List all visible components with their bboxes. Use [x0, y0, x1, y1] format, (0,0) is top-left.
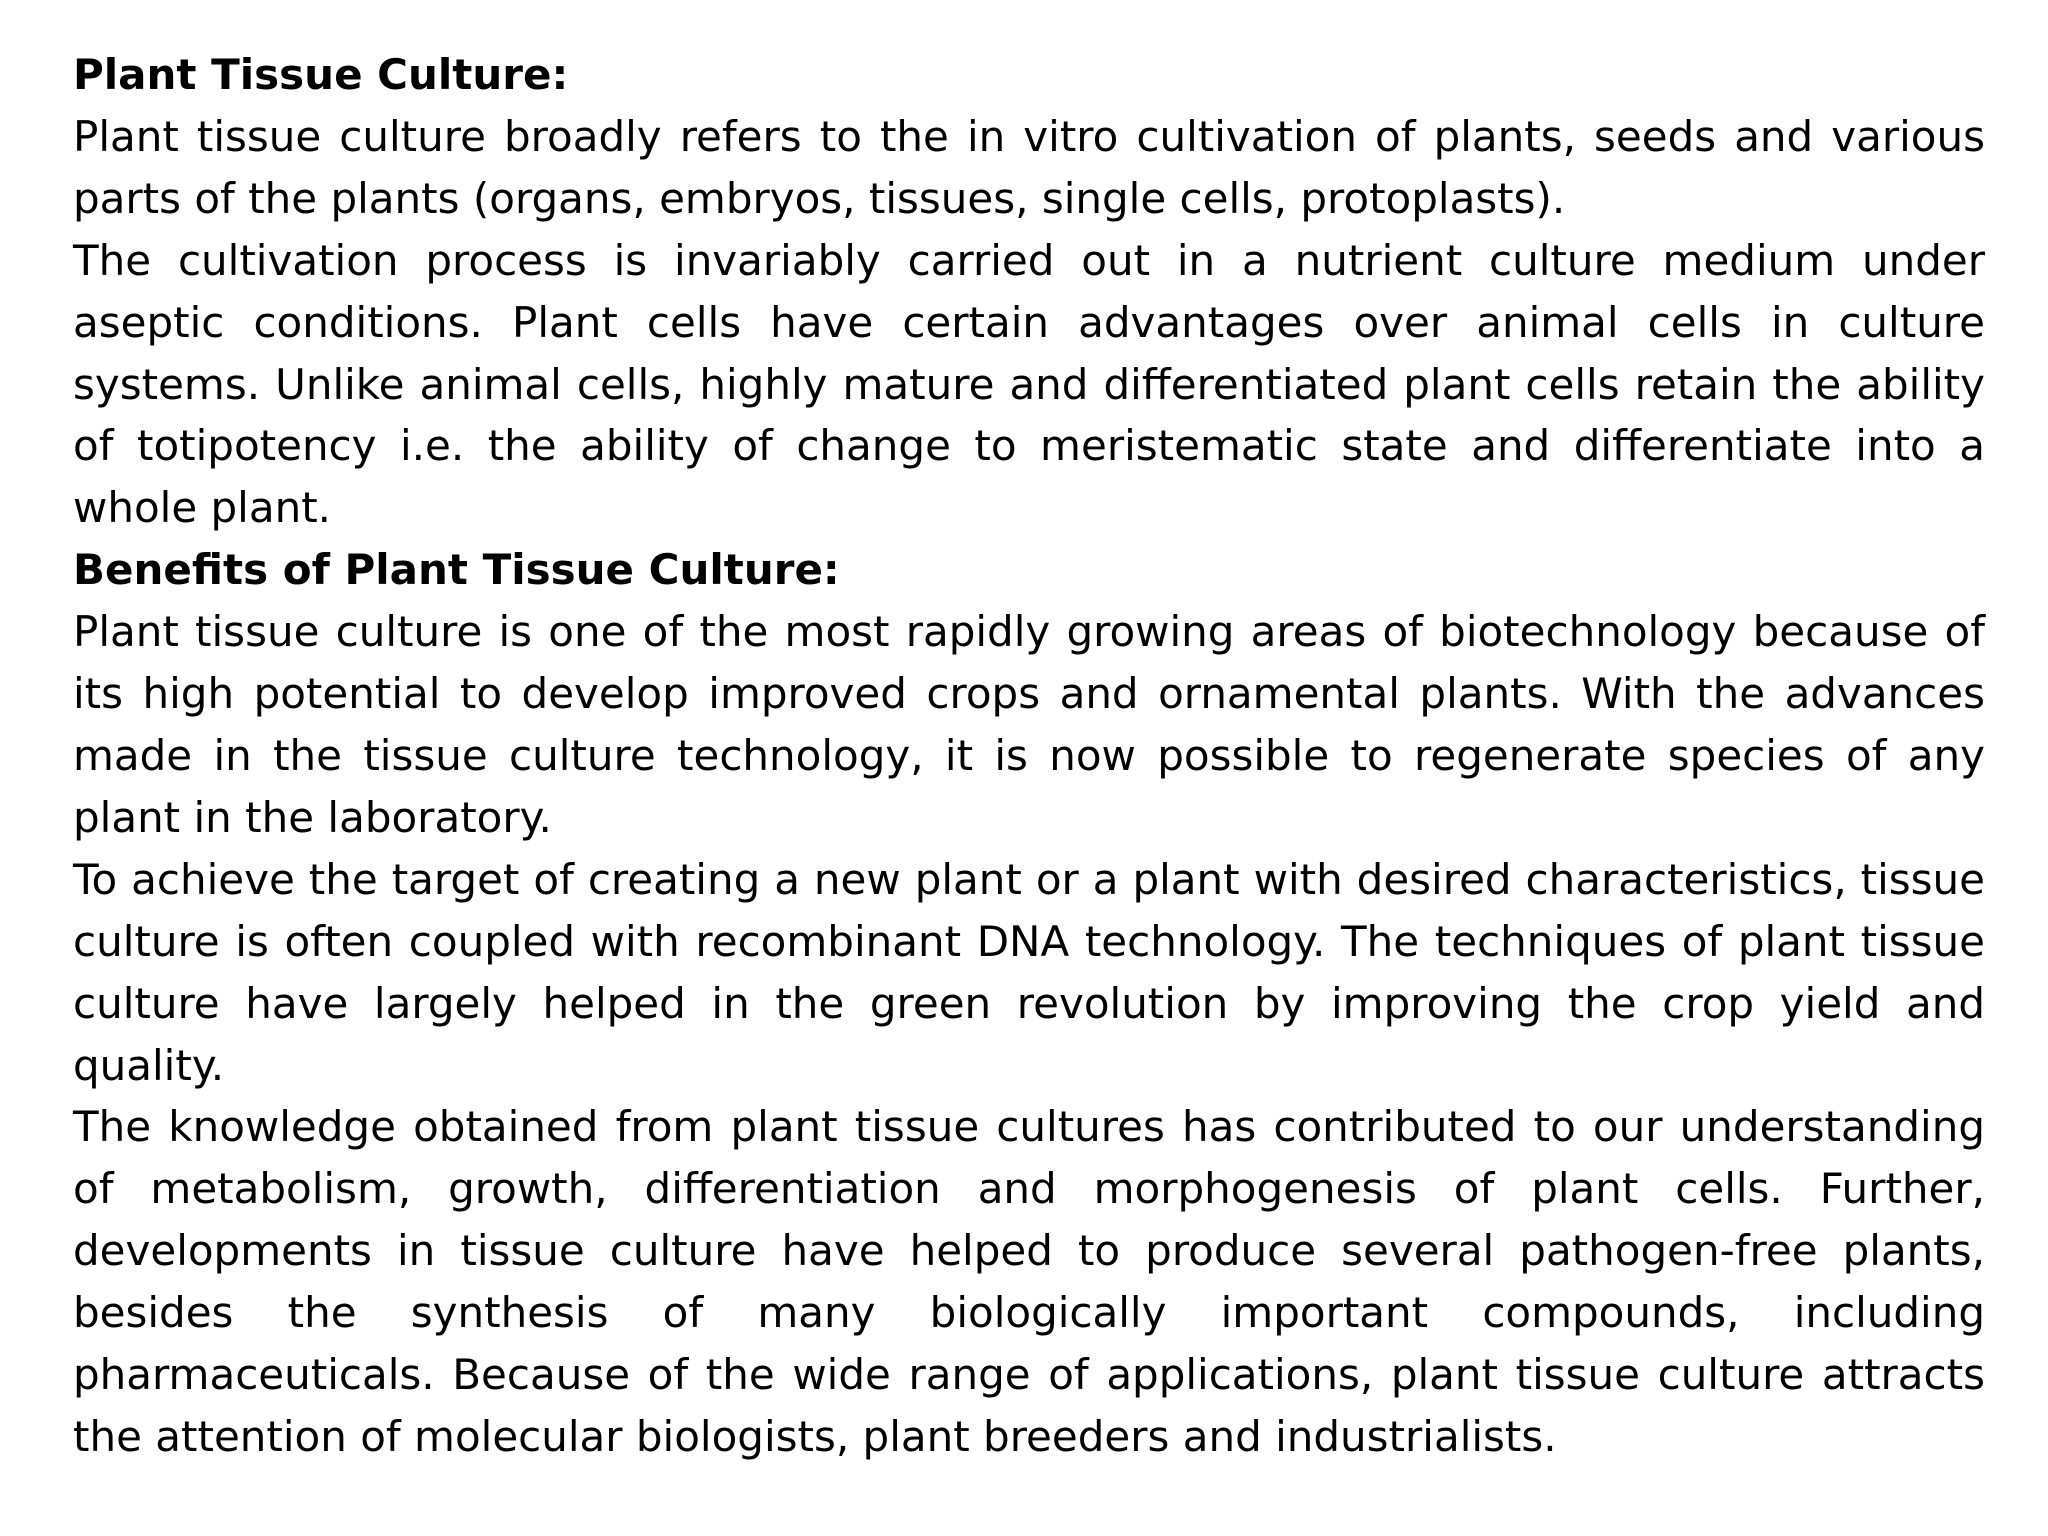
section-heading-benefits: Benefits of Plant Tissue Culture: — [73, 545, 840, 595]
paragraph-recombinant-dna: To achieve the target of creating a new plant or a plant with desired characteristics, tissue culture is often coupled with recombinant DNA technology. The techniques of plant tissue culture have largely helped in the green revolution by improving the crop yield and quality. — [73, 854, 1985, 1090]
paragraph-knowledge-applications: The knowledge obtained from plant tissue cultures has contributed to our understanding of metabolism, growth, differentiation and morphogenesis of plant cells. Further, developments in tissue culture have helped to produce several pathogen-free plants, besides the synthesis of many biologically important compounds, including pharmaceuticals. Because of the wide range of applications, plant tissue culture attracts the attention of molecular biologists, plant breeders and industrialists. — [73, 1102, 1985, 1461]
section-heading-plant-tissue-culture: Plant Tissue Culture: — [73, 50, 569, 99]
paragraph-cultivation-process: The cultivation process is invariably carried out in a nutrient culture medium under aseptic conditions. Plant cells have certain advantages over animal cells in culture systems. Unlike animal cells, highly mature and differentiated plant cells retain the ability of totipotency i.e. the ability of change to meristematic state and differentiate into a whole plant. — [73, 235, 1985, 533]
slide-content — [73, 44, 1985, 1468]
paragraph-definition: Plant tissue culture broadly refers to the in vitro cultivation of plants, seeds and various parts of the plants (organs, embryos, tissues, single cells, protoplasts). — [73, 111, 1985, 223]
paragraph-biotechnology-growth: Plant tissue culture is one of the most rapidly growing areas of biotechnology because of its high potential to develop improved crops and ornamental plants. With the advances made in the tissue culture technology, it is now possible to regenerate species of any plant in the laboratory. — [73, 607, 1985, 842]
